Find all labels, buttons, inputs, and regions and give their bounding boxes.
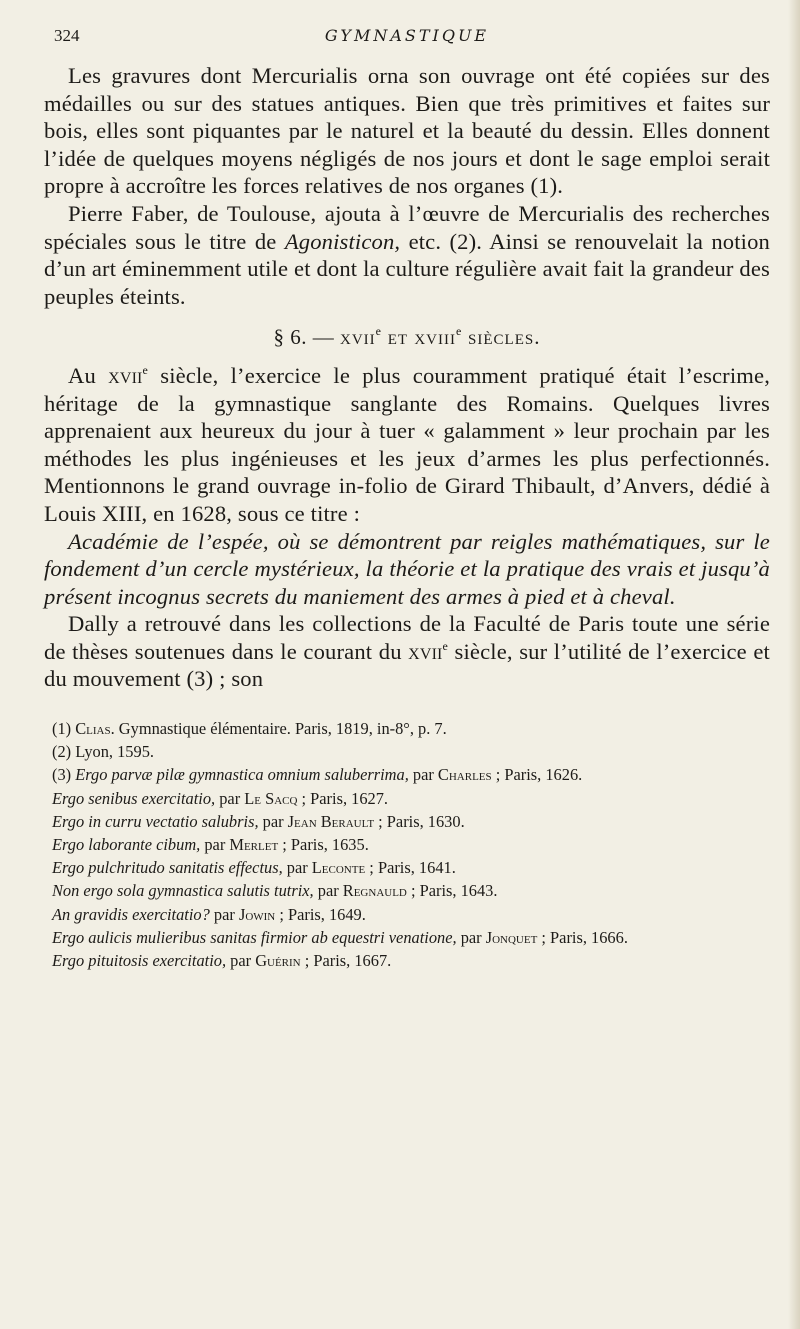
footnote [44,926,770,949]
footnote-by: par [456,927,486,947]
footnote-number: (2) [52,742,76,762]
paragraph [44,62,770,200]
footnote-number: (3) [52,765,76,785]
century-numeral: xvii [108,362,143,388]
footnote [44,833,770,856]
section-prefix: § 6. — [273,325,340,350]
page-number: 324 [54,26,80,45]
footnote-title: Ergo pituitosis exercitatio, [52,951,227,971]
footnote-text: ; Paris, 1649. [275,904,366,924]
footnote [44,903,770,926]
footnote-text: ; Paris, 1627. [297,788,389,808]
footnote-title: Ergo parvæ pilæ gymnastica omnium saluberrima, [75,765,409,785]
book-page [44,22,770,1312]
footnote-text: . Gymnastique élémentaire. Paris, 1819, in-8°, p. 7. [110,719,447,739]
footnote [44,787,770,810]
footnote [44,763,770,786]
paragraph-text: Dally a retrouvé dans les collections de la Faculté de Paris toute une série de thèses soutenues dans le courant du [44,611,770,664]
footnote-title: An gravidis exercitatio? [52,904,210,924]
footnote [44,949,770,972]
superscript: e [442,638,449,653]
paragraph [44,528,770,611]
footnote-text: ; Paris, 1630. [374,811,465,831]
footnote-title: Ergo laborante cibum, [52,835,201,855]
footnote [44,717,770,740]
footnote-title: Ergo senibus exercitatio, [52,788,216,808]
footnote [44,856,770,879]
footnote-author: Jean Berault [287,811,375,831]
section-suffix: siècles. [461,325,541,350]
footnote-by: par [209,904,239,924]
footnote-author: Regnauld [342,881,407,901]
footnote-number: (1) [52,719,76,739]
footnote-by: par [313,881,343,901]
paragraph [44,610,770,693]
paragraph-text: Au [68,362,109,388]
footnote [44,740,770,763]
footnote-by: par [408,765,438,785]
paragraph-text: siècle, l’exercice le plus couramment pratiqué était l’escrime, héritage de la gymnastique sanglante des Romains. Quelques livres apprenaient aux heureux du jour à tuer « galamment » leur prochain par les méthodes les plus ingénieuses et les jeux d’armes les plus perfectionnés. Mentionnons le grand ouvrage in-folio de Girard Thibault, d’Anvers, dédié à Louis XIII, en 1628, sous ce titre : [44,362,770,526]
footnote [44,810,770,833]
running-head [44,22,770,58]
superscript: e [142,362,149,377]
footnote-text: ; Paris, 1626. [491,765,583,785]
footnotes [44,717,770,972]
century-numeral: xviii [414,325,456,350]
footnote-author: Merlet [229,835,279,855]
footnote-author: Clias [75,719,111,739]
footnote-title: Ergo in curru vectatio salubris, [52,811,259,831]
footnote-text: ; Paris, 1635. [278,835,369,855]
footnote-title: Ergo aulicis mulieribus sanitas firmior ab equestri venatione, [52,927,457,947]
footnote-author: Guérin [255,951,301,971]
footnote-author: Charles [437,765,492,785]
paragraph-text: Les gravures dont Mercurialis orna son ouvrage ont été copiées sur des médailles ou sur des statues antiques. Bien que très primitives et faites sur bois, elles sont piquantes par le naturel et la beauté du dessin. Elles donnent l’idée de quelques moyens négligés de nos jours et dont le sage emploi serait propre à accroître les forces relatives de nos organes (1). [44,63,770,199]
footnote-author: Leconte [311,858,366,878]
century-numeral: xvii [408,638,443,664]
footnote-text: ; Paris, 1643. [406,881,498,901]
superscript: e [455,324,462,339]
footnote-by: par [258,811,288,831]
footnote-title: Non ergo sola gymnastica salutis tutrix, [52,881,314,901]
footnote [44,879,770,902]
paragraph-text: Pierre Faber, de Toulouse, ajouta à l’œuvre de Mercurialis des recherches spéciales sous le titre de [44,200,770,254]
superscript: e [375,324,382,339]
footnote-text: ; Paris, 1667. [300,951,392,971]
footnote-author: Jonquet [485,927,538,947]
paragraph-text: etc. (2). Ainsi se renouvelait la notion d’un art éminemment utile et dont la culture régulière avait fait la grandeur des peuples éteints. [44,228,770,309]
book-title-academie: Académie de l’espée, où se démontrent par reigles mathématiques, sur le fondement d’un cercle mystérieux, la théorie et la pratique des vrais et jusqu’à présent incognus secrets du maniement des armes à pied et à cheval. [44,528,770,609]
footnote-by: par [200,835,230,855]
page-edge-shadow [788,0,800,1329]
footnote-by: par [226,951,256,971]
century-numeral: xvii [340,325,376,350]
footnote-text: Lyon, 1595. [75,742,154,762]
footnote-by: par [215,788,245,808]
footnote-author: Le Sacq [244,788,298,808]
footnote-title: Ergo pulchritudo sanitatis effectus, [52,858,283,878]
paragraph-text: siècle, sur l’utilité de l’exercice et du mouvement (3) ; son [44,638,770,692]
section-conjunction: et [381,325,415,350]
section-heading [44,324,770,352]
paragraph [44,200,770,310]
body-text [44,62,770,693]
running-title: GYMNASTIQUE [324,26,490,45]
footnote-text: ; Paris, 1666. [537,927,628,947]
book-title-agonisticon: Agonisticon, [284,228,401,254]
footnote-by: par [282,858,312,878]
footnote-text: ; Paris, 1641. [365,858,456,878]
footnote-author: Jowin [238,904,276,924]
paragraph [44,362,770,528]
